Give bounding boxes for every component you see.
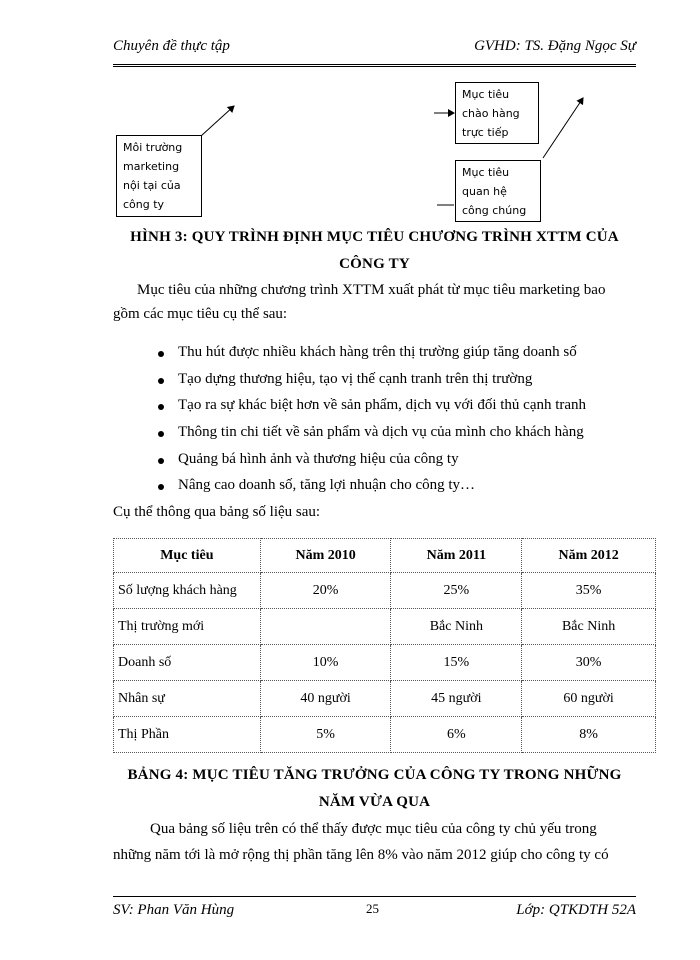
header-rule-2	[113, 66, 636, 67]
table-cell: 60 người	[522, 681, 656, 717]
header-rule	[113, 64, 636, 65]
diagram-box-direct-selling	[455, 82, 539, 144]
table-cell: 40 người	[260, 681, 391, 717]
table-cell: 6%	[391, 717, 522, 753]
table-caption-line1: BẢNG 4: MỤC TIÊU TĂNG TRƯỞNG CỦA CÔNG TY TRONG NHỮNG	[127, 767, 622, 783]
bullet-dot	[158, 431, 164, 437]
figure-caption-line1: HÌNH 3: QUY TRÌNH ĐỊNH MỤC TIÊU CHƯƠNG TRÌNH XTTM CỦA	[130, 229, 619, 245]
table-header-cell: Năm 2012	[522, 539, 656, 573]
conclusion-line1: Qua bảng số liệu trên có thể thấy được mục tiêu của công ty chủ yếu trong	[150, 821, 597, 837]
table-cell: 20%	[260, 573, 391, 609]
table-header-cell: Mục tiêu	[114, 539, 261, 573]
intro-line1: Mục tiêu của những chương trình XTTM xuất phát từ mục tiêu marketing bao	[137, 282, 606, 298]
header-left: Chuyên đề thực tập	[113, 38, 230, 54]
table-header-row	[114, 539, 656, 573]
diagram-box-internal-environment	[116, 135, 202, 217]
footer-class: Lớp: QTKDTH 52A	[516, 902, 636, 918]
table-cell: 15%	[391, 645, 522, 681]
list-item-text: Quảng bá hình ảnh và thương hiệu của công ty	[178, 451, 459, 467]
box-internal-line: nội tại của	[123, 179, 181, 192]
diagram-arrows	[0, 70, 700, 230]
table-cell: 8%	[522, 717, 656, 753]
bullet-dot	[158, 484, 164, 490]
table-cell: Thị Phần	[114, 717, 261, 753]
table-row	[114, 645, 656, 681]
list-item-text: Tạo ra sự khác biệt hơn về sản phẩm, dịch vụ với đối thủ cạnh tranh	[178, 397, 587, 413]
table-cell: Nhân sự	[114, 681, 261, 717]
table-cell: Thị trường mới	[114, 609, 261, 645]
table-header-cell: Năm 2010	[260, 539, 391, 573]
table-cell: Số lượng khách hàng	[114, 573, 261, 609]
bullet-dot	[158, 378, 164, 384]
table-cell: 25%	[391, 573, 522, 609]
table-row	[114, 717, 656, 753]
bullet-dot	[158, 351, 164, 357]
header-right: GVHD: TS. Đặng Ngọc Sự	[474, 38, 636, 54]
table-cell: Doanh số	[114, 645, 261, 681]
table-header-cell: Năm 2011	[391, 539, 522, 573]
box-direct-line: trực tiếp	[462, 126, 509, 139]
list-item-text: Nâng cao doanh số, tăng lợi nhuận cho công ty…	[178, 477, 476, 493]
table-cell: 10%	[260, 645, 391, 681]
page-number: 25	[366, 901, 379, 916]
table-row	[114, 609, 656, 645]
arrow-from-internal	[201, 106, 234, 136]
figure-caption-line2: CÔNG TY	[339, 256, 410, 272]
table-cell: 5%	[260, 717, 391, 753]
footer-rule	[113, 896, 636, 897]
arrow-from-pr	[543, 98, 583, 158]
intro-line2: gồm các mục tiêu cụ thể sau:	[113, 306, 288, 322]
box-pr-line: quan hệ	[462, 185, 507, 198]
box-internal-line: marketing	[123, 160, 180, 173]
table-cell: Bắc Ninh	[391, 609, 522, 645]
list-item-text: Thông tin chi tiết về sản phẩm và dịch vụ của mình cho khách hàng	[178, 424, 584, 440]
table-cell: 30%	[522, 645, 656, 681]
box-direct-line: chào hàng	[462, 107, 520, 120]
table-row	[114, 681, 656, 717]
table-intro: Cụ thể thông qua bảng số liệu sau:	[113, 504, 321, 520]
table-cell: 35%	[522, 573, 656, 609]
conclusion-line2: những năm tới là mở rộng thị phần tăng lên 8% vào năm 2012 giúp cho công ty có	[113, 847, 609, 863]
diagram-box-public-relations	[455, 160, 541, 222]
list-item-text: Tạo dựng thương hiệu, tạo vị thế cạnh tranh trên thị trường	[178, 371, 533, 387]
box-direct-line: Mục tiêu	[462, 88, 510, 101]
table-row	[114, 573, 656, 609]
table-caption-line2: NĂM VỪA QUA	[318, 794, 431, 810]
growth-table	[113, 538, 656, 753]
bullet-dot	[158, 404, 164, 410]
table-cell: 45 người	[391, 681, 522, 717]
table-cell	[260, 609, 391, 645]
box-pr-line: công chúng	[462, 204, 527, 217]
list-item-text: Thu hút được nhiều khách hàng trên thị trường giúp tăng doanh số	[178, 344, 577, 360]
box-pr-line: Mục tiêu	[462, 166, 510, 179]
bullet-dot	[158, 458, 164, 464]
box-internal-line: công ty	[123, 198, 165, 211]
box-internal-line: Môi trường	[123, 141, 183, 154]
table-cell: Bắc Ninh	[522, 609, 656, 645]
footer-student: SV: Phan Văn Hùng	[113, 902, 235, 918]
